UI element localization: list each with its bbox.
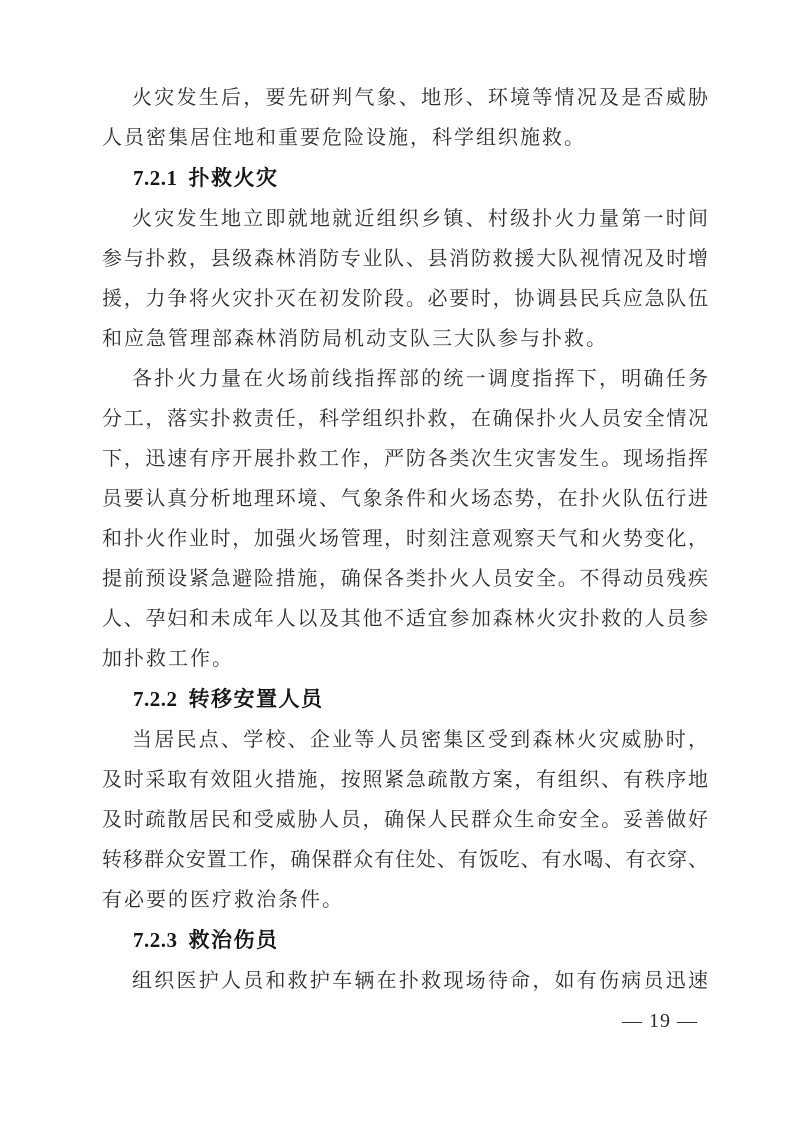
paragraph xyxy=(102,359,708,679)
paragraph-line: 人员密集居住地和重要危险设施，科学组织施救。 xyxy=(102,127,586,149)
paragraph-line: 分工，落实扑救责任，科学组织扑救，在确保扑火人员安全情况 xyxy=(102,408,708,430)
paragraph-line: 有必要的医疗救治条件。 xyxy=(102,889,344,911)
paragraph-line: 转移群众安置工作，确保群众有住处、有饭吃、有水喝、有衣穿、 xyxy=(102,849,708,871)
paragraph xyxy=(102,199,708,359)
paragraph-line: 和应急管理部森林消防局机动支队三大队参与扑救。 xyxy=(102,328,608,350)
paragraph-line: 参与扑救，县级森林消防专业队、县消防救援大队视情况及时增 xyxy=(102,248,708,270)
paragraph-line: 各扑火力量在火场前线指挥部的统一调度指挥下，明确任务 xyxy=(132,368,708,390)
paragraph xyxy=(102,720,708,920)
paragraph-line: 及时采取有效阻火措施，按照紧急疏散方案，有组织、有秩序地 xyxy=(102,769,708,791)
paragraph-line: 员要认真分析地理环境、气象条件和火场态势，在扑火队伍行进 xyxy=(102,488,708,510)
section-heading xyxy=(102,679,708,720)
paragraph-line: 和扑火作业时，加强火场管理，时刻注意观察天气和火势变化， xyxy=(102,528,708,550)
paragraph-line: 当居民点、学校、企业等人员密集区受到森林火灾威胁时， xyxy=(132,729,708,751)
heading-title: 转移安置人员 xyxy=(188,688,324,711)
paragraph-line: 加扑救工作。 xyxy=(102,648,234,670)
paragraph-line: 援，力争将火灾扑灭在初发阶段。必要时，协调县民兵应急队伍 xyxy=(102,288,708,310)
page-content xyxy=(102,78,708,1041)
paragraph-line: 火灾发生后，要先研判气象、地形、环境等情况及是否威胁 xyxy=(132,87,708,109)
paragraph-line: 人、孕妇和未成年人以及其他不适宜参加森林火灾扑救的人员参 xyxy=(102,608,708,630)
paragraph-line: 及时疏散居民和受威胁人员，确保人民群众生命安全。妥善做好 xyxy=(102,809,708,831)
paragraph-line: 下，迅速有序开展扑救工作，严防各类次生灾害发生。现场指挥 xyxy=(102,448,708,470)
paragraph xyxy=(102,78,708,158)
section-heading xyxy=(102,158,708,199)
heading-number: 7.2.1 xyxy=(133,166,178,190)
page-number: — 19 — xyxy=(622,1010,698,1032)
heading-title: 扑救火灾 xyxy=(188,167,279,190)
heading-number: 7.2.2 xyxy=(133,687,178,711)
heading-title: 救治伤员 xyxy=(188,929,279,952)
paragraph-line: 组织医护人员和救护车辆在扑救现场待命，如有伤病员迅速 xyxy=(132,970,708,992)
paragraph-line: 火灾发生地立即就地就近组织乡镇、村级扑火力量第一时间 xyxy=(132,208,708,230)
heading-number: 7.2.3 xyxy=(133,928,178,952)
paragraph-line: 提前预设紧急避险措施，确保各类扑火人员安全。不得动员残疾 xyxy=(102,568,708,590)
section-heading xyxy=(102,920,708,961)
paragraph xyxy=(102,961,708,1001)
